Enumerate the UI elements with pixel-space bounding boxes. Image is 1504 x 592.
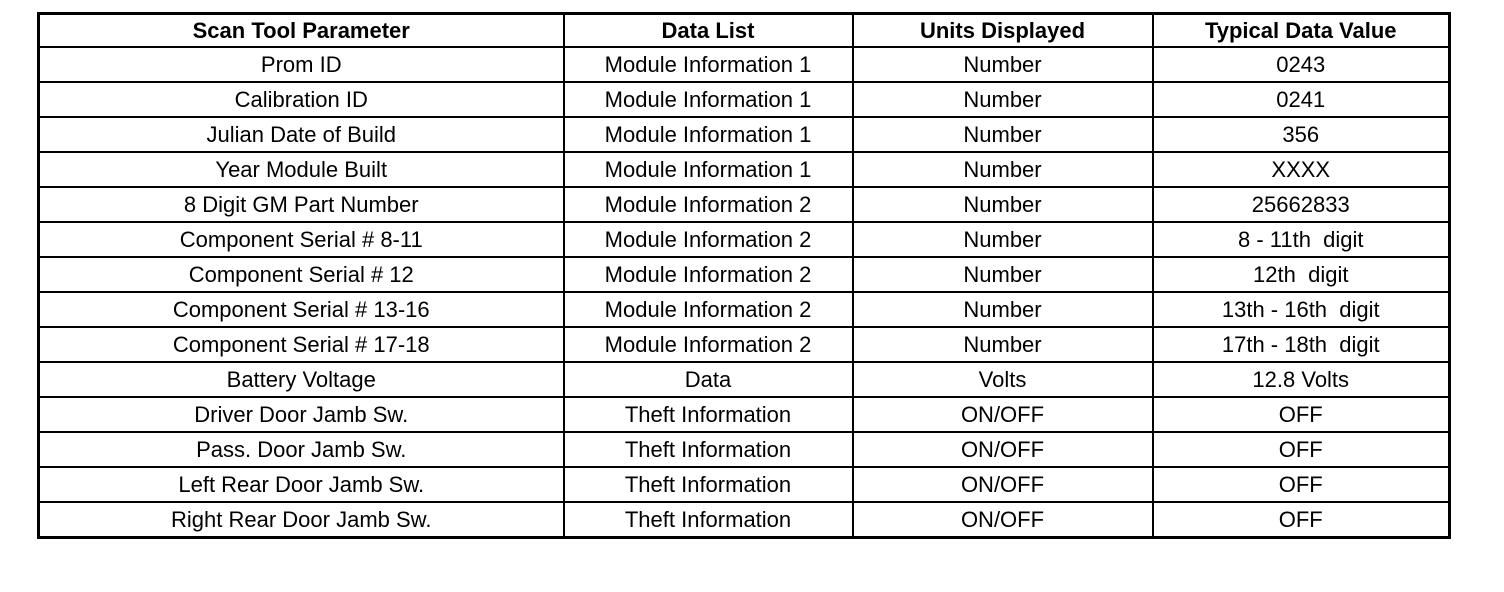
cell-parameter: Julian Date of Build (39, 117, 564, 152)
cell-units: Number (853, 292, 1153, 327)
table-row (39, 502, 1450, 538)
table-body (39, 47, 1450, 538)
cell-data-list: Module Information 2 (564, 257, 853, 292)
table-row (39, 432, 1450, 467)
header-units-displayed: Units Displayed (853, 14, 1153, 48)
table-row (39, 362, 1450, 397)
cell-data-list: Module Information 1 (564, 117, 853, 152)
cell-units: ON/OFF (853, 397, 1153, 432)
cell-typical-value: OFF (1153, 397, 1450, 432)
cell-parameter: Component Serial # 12 (39, 257, 564, 292)
cell-typical-value: 17th - 18th digit (1153, 327, 1450, 362)
header-row (39, 14, 1450, 48)
cell-parameter: Battery Voltage (39, 362, 564, 397)
cell-typical-value: XXXX (1153, 152, 1450, 187)
cell-typical-value: OFF (1153, 432, 1450, 467)
table-row (39, 47, 1450, 82)
cell-data-list: Module Information 2 (564, 292, 853, 327)
cell-parameter: Driver Door Jamb Sw. (39, 397, 564, 432)
cell-units: ON/OFF (853, 467, 1153, 502)
cell-data-list: Theft Information (564, 432, 853, 467)
table-row (39, 222, 1450, 257)
cell-parameter: Component Serial # 13-16 (39, 292, 564, 327)
table-row (39, 152, 1450, 187)
cell-units: Volts (853, 362, 1153, 397)
cell-parameter: Prom ID (39, 47, 564, 82)
cell-typical-value: 25662833 (1153, 187, 1450, 222)
cell-units: Number (853, 257, 1153, 292)
cell-data-list: Module Information 2 (564, 222, 853, 257)
table-row (39, 187, 1450, 222)
cell-units: Number (853, 82, 1153, 117)
cell-parameter: Year Module Built (39, 152, 564, 187)
header-data-list: Data List (564, 14, 853, 48)
cell-parameter: Left Rear Door Jamb Sw. (39, 467, 564, 502)
header-typical-data-value: Typical Data Value (1153, 14, 1450, 48)
table-header (39, 14, 1450, 48)
cell-typical-value: OFF (1153, 502, 1450, 538)
scan-tool-parameter-table (37, 12, 1451, 539)
cell-data-list: Theft Information (564, 467, 853, 502)
table-row (39, 292, 1450, 327)
header-scan-tool-parameter: Scan Tool Parameter (39, 14, 564, 48)
cell-parameter: Component Serial # 17-18 (39, 327, 564, 362)
cell-units: ON/OFF (853, 432, 1153, 467)
table-row (39, 467, 1450, 502)
cell-data-list: Module Information 1 (564, 47, 853, 82)
cell-data-list: Module Information 1 (564, 82, 853, 117)
cell-typical-value: 12th digit (1153, 257, 1450, 292)
cell-units: Number (853, 152, 1153, 187)
cell-typical-value: 12.8 Volts (1153, 362, 1450, 397)
table-row (39, 327, 1450, 362)
table-row (39, 117, 1450, 152)
cell-typical-value: OFF (1153, 467, 1450, 502)
cell-units: ON/OFF (853, 502, 1153, 538)
cell-units: Number (853, 117, 1153, 152)
cell-typical-value: 0243 (1153, 47, 1450, 82)
cell-parameter: Component Serial # 8-11 (39, 222, 564, 257)
table-row (39, 397, 1450, 432)
cell-typical-value: 8 - 11th digit (1153, 222, 1450, 257)
cell-units: Number (853, 222, 1153, 257)
cell-units: Number (853, 47, 1153, 82)
table-row (39, 82, 1450, 117)
cell-data-list: Theft Information (564, 502, 853, 538)
cell-typical-value: 356 (1153, 117, 1450, 152)
cell-units: Number (853, 187, 1153, 222)
cell-data-list: Module Information 2 (564, 187, 853, 222)
cell-data-list: Data (564, 362, 853, 397)
cell-typical-value: 13th - 16th digit (1153, 292, 1450, 327)
cell-data-list: Module Information 2 (564, 327, 853, 362)
cell-typical-value: 0241 (1153, 82, 1450, 117)
cell-units: Number (853, 327, 1153, 362)
cell-parameter: 8 Digit GM Part Number (39, 187, 564, 222)
cell-parameter: Calibration ID (39, 82, 564, 117)
cell-data-list: Theft Information (564, 397, 853, 432)
cell-parameter: Right Rear Door Jamb Sw. (39, 502, 564, 538)
table-row (39, 257, 1450, 292)
cell-data-list: Module Information 1 (564, 152, 853, 187)
cell-parameter: Pass. Door Jamb Sw. (39, 432, 564, 467)
